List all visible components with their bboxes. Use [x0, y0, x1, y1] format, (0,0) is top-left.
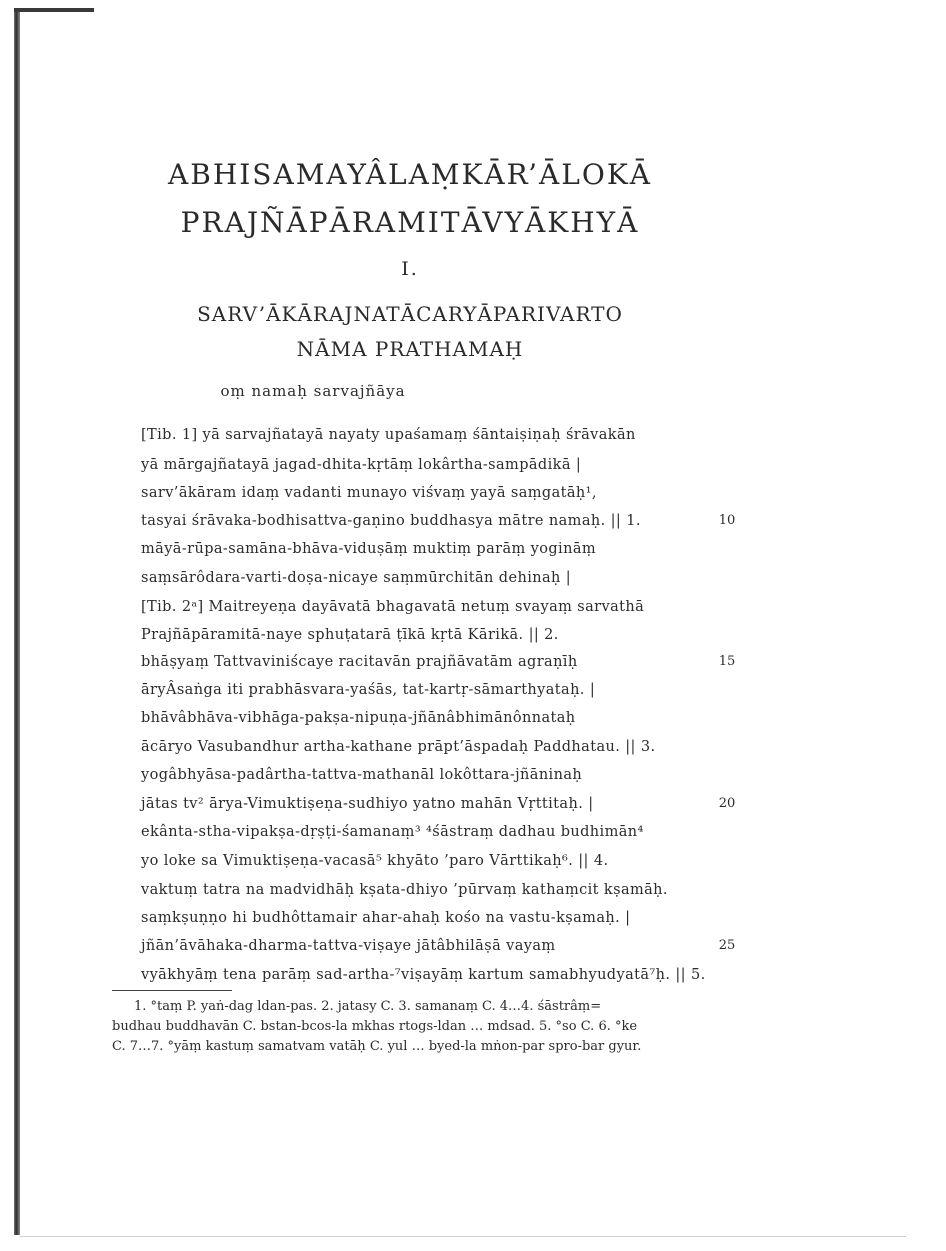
verse-line: [Tib. 2ᵃ] Maitreyeṇa dayāvatā bhagavatā netuṃ svayaṃ sarvathā — [141, 599, 645, 615]
verse-line: bhāvâbhāva-vibhāga-pakṣa-nipuṇa-jñānâbhimānônnataḥ — [141, 710, 576, 726]
footnote-line: 1. °taṃ P. yaṅ-dag ldan-pas. 2. jatasy C. 3. samanaṃ C. 4…4. śāstrâṃ= — [134, 999, 602, 1014]
line-number: 25 — [718, 938, 736, 953]
line-number: 10 — [718, 513, 736, 528]
verse-line: Prajñāpāramitā-naye sphuṭatarā ṭīkā kṛtā Kārikā. || 2. — [141, 627, 559, 643]
verse-line: yogâbhyāsa-padârtha-tattva-mathanāl lokôttara-jñāninaḥ — [141, 767, 583, 783]
page-bottom-edge — [20, 1236, 906, 1237]
verse-line: vaktuṃ tatra na madvidhāḥ kṣata-dhiyo ’pūrvaṃ kathaṃcit kṣamāḥ. — [141, 882, 668, 898]
footnote-line: C. 7…7. °yāṃ kastuṃ samatvam vatāḥ C. yul … byed-la mṅon-par spro-bar gyur. — [112, 1039, 642, 1054]
line-number: 15 — [718, 654, 736, 669]
verse-line: āryÂsaṅga iti prabhāsvara-yaśās, tat-kartṛ-sāmarthyataḥ. | — [141, 682, 596, 698]
verse-line: jñān’āvāhaka-dharma-tattva-viṣaye jātâbhilāṣā vayaṃ — [141, 938, 556, 954]
book-spine-shadow — [14, 10, 20, 1235]
verse-line: tasyai śrāvaka-bodhisattva-gaṇino buddhasya mātre namaḥ. || 1. — [141, 513, 641, 529]
verse-line: saṃkṣuṇṇo hi budhôttamair ahar-ahaḥ kośo na vastu-kṣamaḥ. | — [141, 910, 631, 926]
verse-line: ekânta-stha-vipakṣa-dṛṣṭi-śamanaṃ³ ⁴śāstraṃ dadhau budhimān⁴ — [141, 824, 644, 840]
verse-line: māyā-rūpa-samāna-bhāva-viduṣāṃ muktiṃ parāṃ yogināṃ — [141, 541, 597, 557]
spine-top-mark — [14, 8, 94, 12]
verse-line: sarv’ākāram idaṃ vadanti munayo viśvaṃ yayā saṃgatāḥ¹, — [141, 485, 597, 501]
verse-line: vyākhyāṃ tena parāṃ sad-artha-⁷viṣayāṃ kartum samabhyudyatā⁷ḥ. || 5. — [141, 967, 706, 983]
work-title-line-1: ABHISAMAYÂLAṂKĀR’ĀLOKĀ — [168, 158, 652, 191]
line-number: 20 — [718, 796, 736, 811]
verse-line: yā mārgajñatayā jagad-dhita-kṛtāṃ lokârtha-sampādikā | — [141, 457, 582, 473]
verse-line: [Tib. 1] yā sarvajñatayā nayaty upaśamaṃ śāntaiṣiṇaḥ śrāvakān — [141, 427, 636, 443]
footnote-line: budhau buddhavān C. bstan-bcos-la mkhas rtogs-ldan … mdsad. 5. °so C. 6. °ke — [112, 1019, 638, 1034]
chapter-title-line-2: NĀMA PRATHAMAḤ — [296, 337, 524, 361]
verse-line: ācāryo Vasubandhur artha-kathane prāpt’āspadaḥ Paddhatau. || 3. — [141, 739, 656, 755]
chapter-title-line-1: SARV’ĀKĀRAJNATĀCARYĀPARIVARTO — [197, 302, 623, 326]
verse-line: yo loke sa Vimuktiṣeṇa-vacasā⁵ khyāto ’paro Vārttikaḥ⁶. || 4. — [141, 853, 609, 869]
verse-line: saṃsārôdara-varti-doṣa-nicaye saṃmūrchitān dehinaḥ | — [141, 570, 572, 586]
chapter-number: I. — [401, 258, 419, 280]
verse-line: jātas tv² ārya-Vimuktiṣeṇa-sudhiyo yatno mahān Vṛttitaḥ. | — [141, 796, 594, 812]
work-title-line-2: PRAJÑĀPĀRAMITĀVYĀKHYĀ — [180, 206, 640, 239]
footnote-rule — [112, 990, 232, 991]
verse-line: bhāṣyaṃ Tattvaviniścaye racitavān prajñāvatām agraṇīḥ — [141, 654, 578, 670]
invocation: oṃ namaḥ sarvajñāya — [220, 382, 406, 400]
